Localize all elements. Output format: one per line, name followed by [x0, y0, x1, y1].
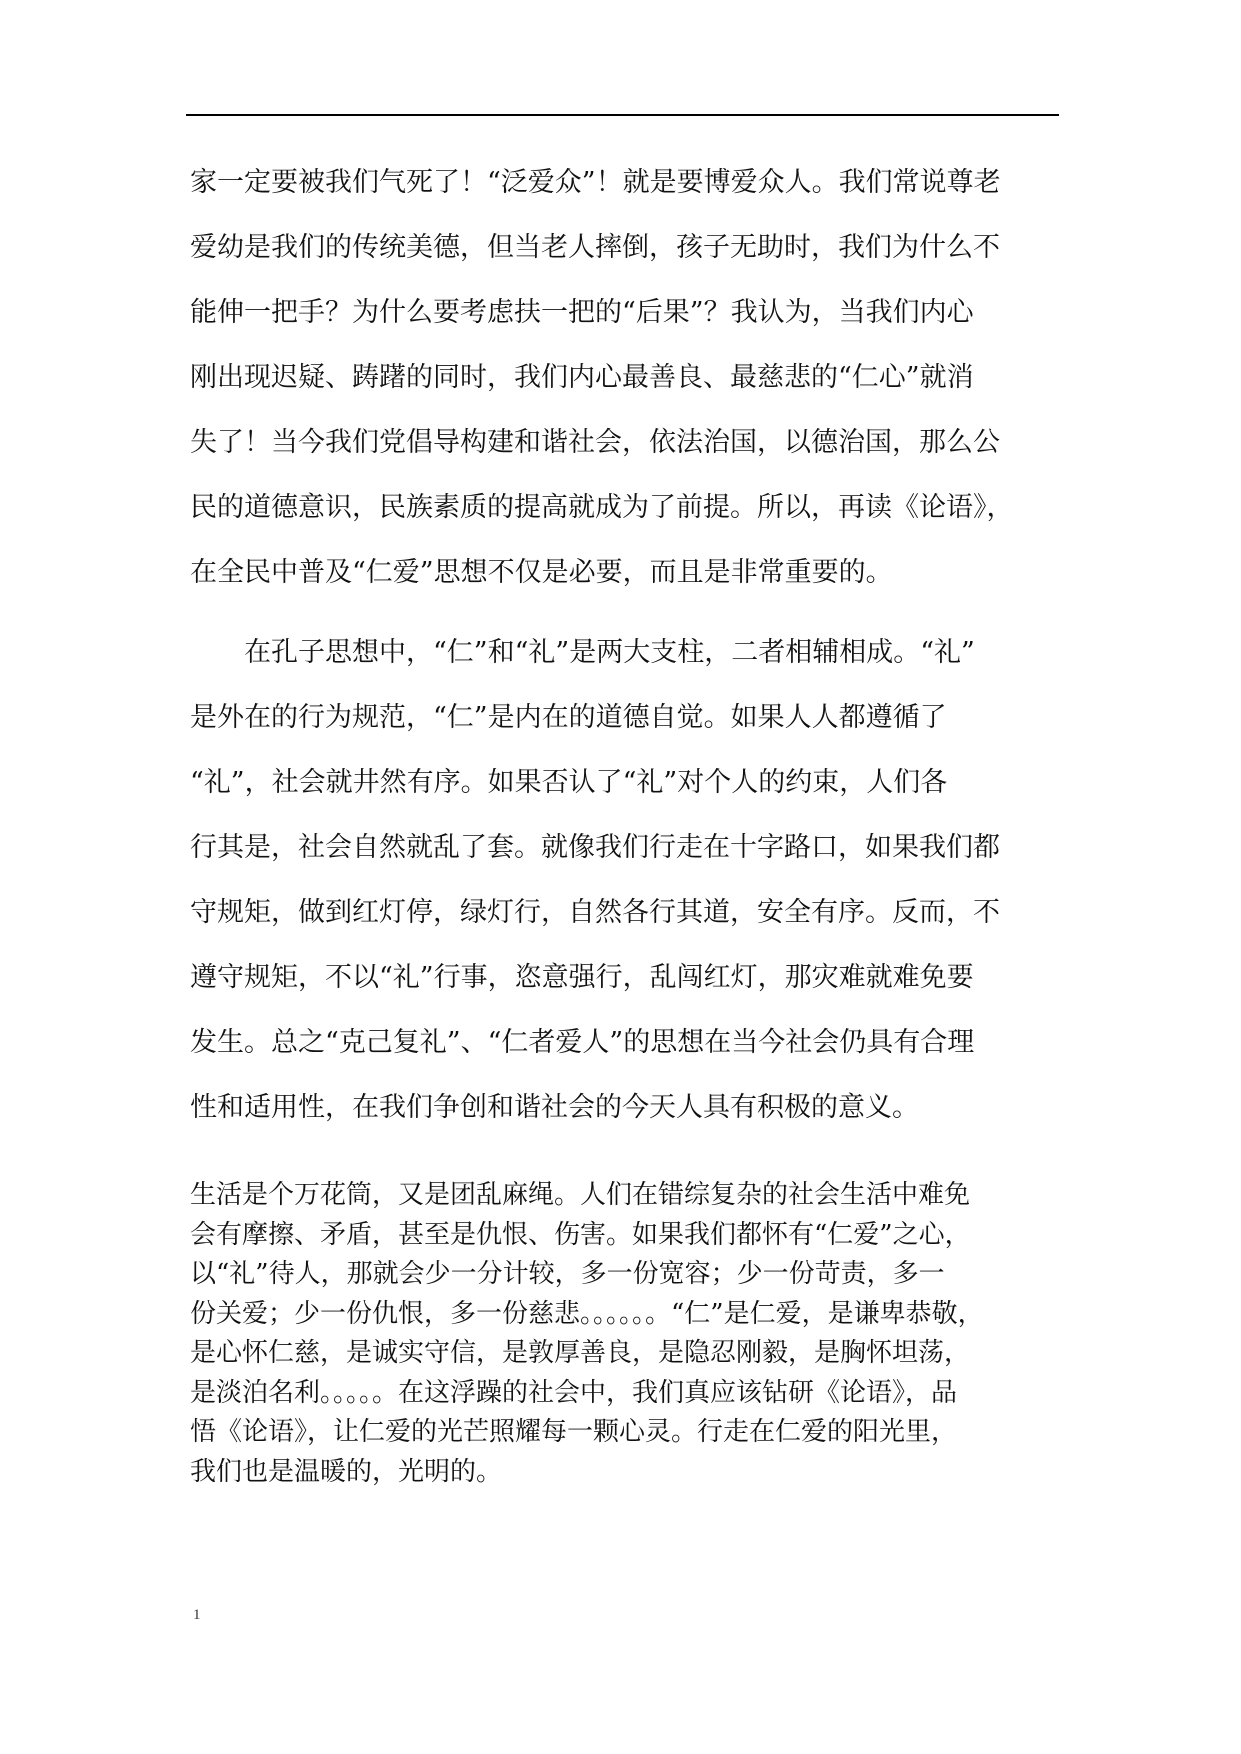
text-line: “礼”，社会就井然有序。如果否认了“礼”对个人的约束，人们各 — [190, 767, 948, 798]
text-line: 是心怀仁慈，是诚实守信，是敦厚善良，是隐忍刚毅，是胸怀坦荡， — [190, 1338, 971, 1368]
text-line: 在孔子思想中，“仁”和“礼”是两大支柱，二者相辅相成。“礼” — [190, 637, 975, 668]
text-line: 家一定要被我们气死了！“泛爱众”！就是要博爱众人。我们常说尊老 — [190, 167, 1001, 198]
text-line: 是淡泊名利。。。。。在这浮躁的社会中，我们真应该钻研《论语》，品 — [190, 1377, 958, 1408]
paragraph-2 — [190, 620, 1058, 1140]
text-line: 失了！当今我们党倡导构建和谐社会，依法治国，以德治国，那么公 — [190, 427, 1000, 458]
text-line: 会有摩擦、矛盾，甚至是仇恨、伤害。如果我们都怀有“仁爱”之心， — [190, 1219, 971, 1250]
text-line: 刚出现迟疑、踌躇的同时，我们内心最善良、最慈悲的“仁心”就消 — [190, 362, 974, 393]
text-line: 以“礼”待人，那就会少一分计较，多一份宽容；少一份苛责，多一 — [190, 1259, 945, 1289]
text-line: 爱幼是我们的传统美德，但当老人摔倒，孩子无助时，我们为什么不 — [190, 232, 1000, 263]
text-line: 遵守规矩，不以“礼”行事，恣意强行，乱闯红灯，那灾难就难免要 — [190, 962, 974, 993]
text-line: 行其是，社会自然就乱了套。就像我们行走在十字路口，如果我们都 — [190, 832, 1000, 863]
text-line: 在全民中普及“仁爱”思想不仅是必要，而且是非常重要的。 — [190, 557, 893, 588]
header-rule — [186, 114, 1059, 116]
paragraph-3 — [190, 1176, 1058, 1492]
page-number: 1 — [193, 1607, 201, 1623]
text-line: 生活是个万花筒，又是团乱麻绳。人们在错综复杂的社会生活中难免 — [190, 1180, 971, 1210]
text-line: 性和适用性，在我们争创和谐社会的今天人具有积极的意义。 — [190, 1092, 919, 1123]
text-line: 发生。总之“克己复礼”、“仁者爱人”的思想在当今社会仍具有合理 — [190, 1027, 975, 1058]
text-line: 是外在的行为规范，“仁”是内在的道德自觉。如果人人都遵循了 — [190, 702, 947, 733]
text-line: 能伸一把手？为什么要考虑扶一把的“后果”？我认为，当我们内心 — [190, 297, 974, 328]
text-line: 民的道德意识，民族素质的提高就成为了前提。所以，再读《论语》， — [190, 492, 1014, 523]
text-line: 我们也是温暖的，光明的。 — [190, 1456, 503, 1487]
text-line: 悟《论语》，让仁爱的光芒照耀每一颗心灵。行走在仁爱的阳光里， — [190, 1417, 958, 1447]
paragraph-1 — [190, 150, 1058, 605]
text-line: 份关爱；少一份仇恨，多一份慈悲。。。。。。“仁”是仁爱，是谦卑恭敬， — [190, 1298, 984, 1329]
text-line: 守规矩，做到红灯停，绿灯行，自然各行其道，安全有序。反而，不 — [190, 897, 1000, 928]
